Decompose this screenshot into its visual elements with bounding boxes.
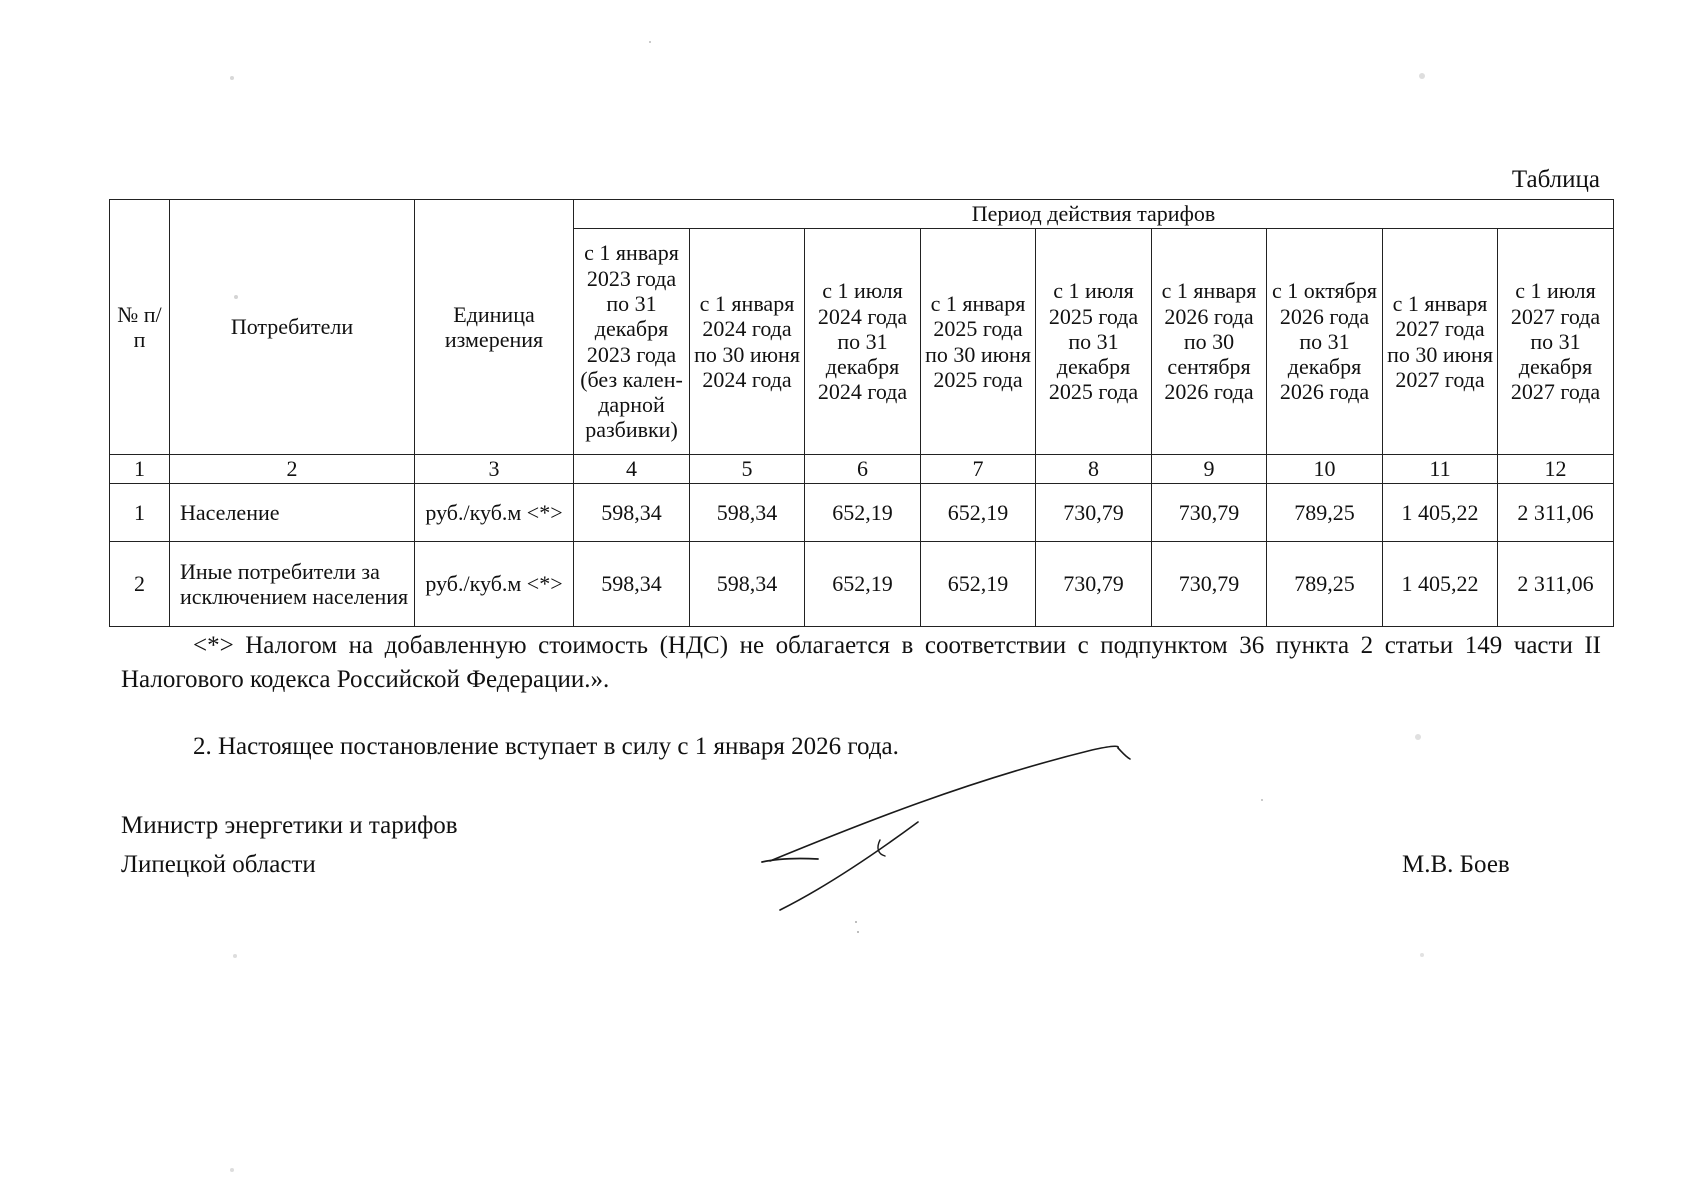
header-period: с 1 января 2023 года по 31 декабря 2023 года (без кален-дарной разбивки) [574,229,690,455]
column-number: 5 [690,455,805,484]
column-number: 11 [1383,455,1498,484]
table-row [110,484,1614,542]
row-unit: руб./куб.м <*> [415,542,574,627]
table-caption: Таблица [1511,166,1600,193]
header-period-title: Период действия тарифов [574,200,1614,229]
column-number: 9 [1152,455,1267,484]
table-row [110,542,1614,627]
header-period: с 1 июля 2024 года по 31 декабря 2024 года [805,229,921,455]
row-num: 1 [110,484,170,542]
row-consumer: Население [170,484,415,542]
tariff-value: 730,79 [1152,484,1267,542]
tariff-value: 1 405,22 [1383,484,1498,542]
tariff-value: 2 311,06 [1498,542,1614,627]
table-header-row [110,200,1614,229]
header-period: с 1 января 2025 года по 30 июня 2025 года [921,229,1036,455]
column-number: 10 [1267,455,1383,484]
column-number: 8 [1036,455,1152,484]
tariff-value: 598,34 [690,542,805,627]
header-unit: Единица измерения [415,200,574,455]
column-number: 2 [170,455,415,484]
tariff-value: 652,19 [805,484,921,542]
tariff-table [109,199,1614,627]
header-period: с 1 января 2026 года по 30 сентября 2026 года [1152,229,1267,455]
tariff-value: 652,19 [921,542,1036,627]
tariff-value: 1 405,22 [1383,542,1498,627]
column-number: 3 [415,455,574,484]
tariff-value: 730,79 [1036,484,1152,542]
row-unit: руб./куб.м <*> [415,484,574,542]
tariff-value: 730,79 [1152,542,1267,627]
header-period: с 1 января 2024 года по 30 июня 2024 года [690,229,805,455]
signatory-title-line: Липецкой области [121,851,316,878]
row-num: 2 [110,542,170,627]
tariff-value: 789,25 [1267,484,1383,542]
handwritten-signature [740,740,1210,920]
header-consumers: Потребители [170,200,415,455]
tariff-value: 598,34 [690,484,805,542]
header-period: с 1 июля 2025 года по 31 декабря 2025 года [1036,229,1152,455]
header-period: с 1 октября 2026 года по 31 декабря 2026 года [1267,229,1383,455]
column-number: 4 [574,455,690,484]
row-consumer: Иные потребители за исключением населения [170,542,415,627]
tariff-value: 2 311,06 [1498,484,1614,542]
tariff-value: 652,19 [805,542,921,627]
column-number: 12 [1498,455,1614,484]
tariff-value: 598,34 [574,542,690,627]
signatory-title-line: Министр энергетики и тарифов [121,812,458,839]
tariff-value: 598,34 [574,484,690,542]
tariff-value: 789,25 [1267,542,1383,627]
column-number: 6 [805,455,921,484]
header-num: № п/п [110,200,170,455]
tariff-value: 652,19 [921,484,1036,542]
header-period: с 1 июля 2027 года по 31 декабря 2027 года [1498,229,1614,455]
column-number: 7 [921,455,1036,484]
vat-footnote: <*> Налогом на добавленную стоимость (НДС) не облагается в соответствии с подпунктом 36 пункта 2 статьи 149 части II Налогового кодекса Российской Федерации.». [121,632,1601,693]
tariff-value: 730,79 [1036,542,1152,627]
effective-date-clause: 2. Настоящее постановление вступает в силу с 1 января 2026 года. [193,733,899,760]
column-number-row [110,455,1614,484]
signatory-name: М.В. Боев [1402,851,1510,878]
signatory-title [121,806,458,884]
column-number: 1 [110,455,170,484]
header-period: с 1 января 2027 года по 30 июня 2027 года [1383,229,1498,455]
